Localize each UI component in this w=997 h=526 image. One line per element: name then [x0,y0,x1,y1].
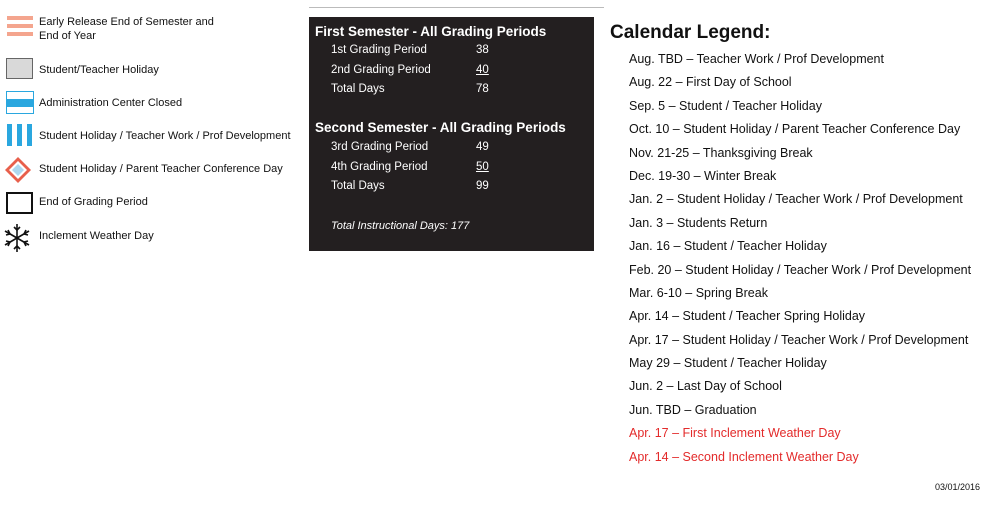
parent-conference-swatch [4,156,32,184]
holiday-workday-label: Student Holiday / Teacher Work / Prof Development [39,130,291,142]
grading-row-label: Total Days [331,180,385,192]
legend-item: Mar. 6-10 – Spring Break [629,285,768,300]
parent-conference-label: Student Holiday / Parent Teacher Conference Day [39,163,283,175]
legend-item: Jan. 3 – Students Return [629,215,768,230]
first-semester-title: First Semester - All Grading Periods [315,24,547,39]
legend-item: Nov. 21-25 – Thanksgiving Break [629,145,813,160]
admin-closed-swatch [6,91,34,114]
second-semester-title: Second Semester - All Grading Periods [315,120,566,135]
grading-row-value: 49 [476,141,489,153]
legend-item: Jan. 2 – Student Holiday / Teacher Work / Prof Development [629,192,963,207]
legend-item-inclement: Apr. 14 – Second Inclement Weather Day [629,449,859,464]
legend-item: May 29 – Student / Teacher Holiday [629,356,827,371]
legend-item: Feb. 20 – Student Holiday / Teacher Work / Prof Development [629,262,972,277]
grading-row-label: Total Days [331,83,385,95]
inclement-label: Inclement Weather Day [39,230,154,242]
grading-row-label: 1st Grading Period [331,44,427,56]
grading-row-label: 4th Grading Period [331,161,428,173]
grading-row-value: 78 [476,83,489,95]
student-teacher-holiday-swatch [6,58,33,79]
holiday-workday-swatch [7,124,33,146]
grading-row-label: 3rd Grading Period [331,141,429,153]
divider [309,7,604,8]
grading-row-value: 99 [476,180,489,192]
end-grading-swatch [6,192,33,214]
early-release-label [39,15,214,43]
legend-item: Jun. 2 – Last Day of School [629,379,782,394]
legend-item: Aug. TBD – Teacher Work / Prof Development [629,52,884,66]
early-release-label-line1: Early Release End of Semester and [39,16,214,28]
legend-item: Jan. 16 – Student / Teacher Holiday [629,239,827,254]
legend-item: Apr. 14 – Student / Teacher Spring Holiday [629,309,866,324]
student-teacher-holiday-label: Student/Teacher Holiday [39,64,159,76]
grading-row-value: 50 [476,161,489,173]
legend-item-inclement: Apr. 17 – First Inclement Weather Day [629,426,841,441]
legend-item: Apr. 17 – Student Holiday / Teacher Work / Prof Development [629,332,969,347]
grading-row-value: 38 [476,44,489,56]
grading-row-value: 40 [476,64,489,76]
total-instructional-days: Total Instructional Days: 177 [331,220,470,232]
snowflake-icon [0,222,36,254]
calendar-legend-title: Calendar Legend: [610,22,771,43]
end-grading-label: End of Grading Period [39,196,148,208]
grading-row-label: 2nd Grading Period [331,64,431,76]
admin-closed-label: Administration Center Closed [39,97,183,109]
legend-item: Dec. 19-30 – Winter Break [629,168,777,183]
revision-date: 03/01/2016 [935,482,981,492]
legend-item: Aug. 22 – First Day of School [629,75,792,90]
early-release-label-line2: End of Year [39,30,96,42]
legend-item: Oct. 10 – Student Holiday / Parent Teacher Conference Day [629,122,961,137]
grading-periods-panel [309,17,594,251]
calendar-legend-list [629,51,971,472]
legend-item: Jun. TBD – Graduation [629,402,757,417]
legend-item: Sep. 5 – Student / Teacher Holiday [629,98,822,113]
early-release-swatch [7,16,33,36]
diamond-icon [4,156,32,184]
